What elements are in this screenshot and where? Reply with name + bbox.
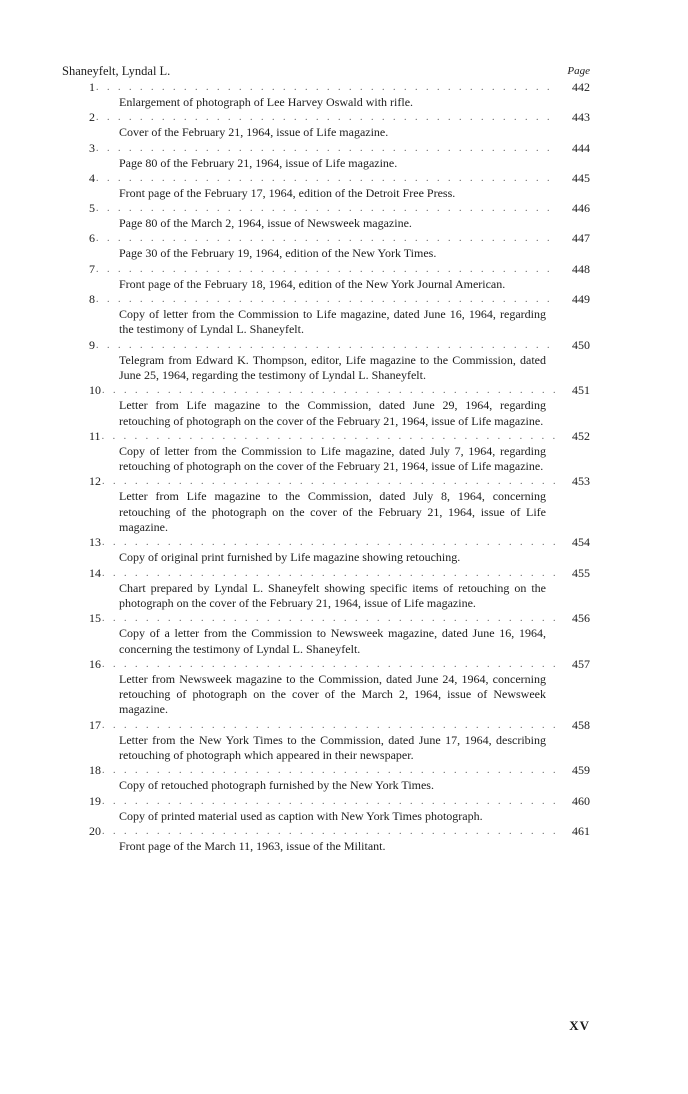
- exhibit-number: 3: [89, 140, 95, 155]
- exhibit-entry: [62, 824, 590, 854]
- exhibit-entry: [62, 231, 590, 261]
- exhibit-list: [62, 80, 590, 854]
- exhibit-entry-line: [62, 201, 590, 216]
- exhibit-entry: [62, 718, 590, 764]
- exhibit-entry: [62, 566, 590, 612]
- page-folio: XV: [569, 1018, 590, 1033]
- exhibit-page-number: 453: [572, 474, 590, 489]
- exhibit-page-number: 443: [572, 110, 590, 125]
- exhibit-number: 10: [89, 383, 101, 398]
- exhibit-description: Front page of the March 11, 1963, issue of the Militant.: [119, 838, 386, 853]
- exhibit-entry: [62, 474, 590, 535]
- dot-leader: [96, 80, 556, 95]
- exhibit-description: Telegram from Edward K. Thompson, editor, Life magazine to the Commission, dated June 25, 1964, regarding the testimony of Lyndal L. Shaneyfelt.: [119, 352, 546, 382]
- exhibit-description: Copy of a letter from the Commission to Newsweek magazine, dated June 16, 1964, concerning the testimony of Lyndal L. Shaneyfelt.: [119, 626, 546, 656]
- exhibit-entry: [62, 201, 590, 231]
- exhibit-page-number: 444: [572, 140, 590, 155]
- exhibit-entry-line: [62, 171, 590, 186]
- exhibit-description: Page 80 of the February 21, 1964, issue of Life magazine.: [119, 155, 398, 170]
- exhibit-description: Page 30 of the February 19, 1964, edition of the New York Times.: [119, 246, 437, 261]
- exhibit-page-number: 445: [572, 170, 590, 185]
- index-header: [62, 62, 590, 80]
- exhibit-number: 17: [89, 717, 101, 732]
- dot-leader: [96, 338, 556, 353]
- dot-leader: [96, 292, 556, 307]
- exhibit-page-number: 461: [572, 823, 590, 838]
- dot-leader: [102, 611, 556, 626]
- dot-leader: [96, 110, 556, 125]
- exhibit-entry: [62, 141, 590, 171]
- exhibit-entry: [62, 429, 590, 475]
- exhibit-entry: [62, 794, 590, 824]
- dot-leader: [102, 763, 556, 778]
- exhibit-description: Front page of the February 18, 1964, edition of the New York Journal American.: [119, 276, 506, 291]
- exhibit-number: 2: [89, 110, 95, 125]
- exhibit-page-number: 460: [572, 793, 590, 808]
- exhibit-number: 6: [89, 231, 95, 246]
- exhibit-entry: [62, 535, 590, 565]
- exhibit-entry-line: [62, 474, 590, 489]
- exhibit-page-number: 457: [572, 656, 590, 671]
- dot-leader: [96, 231, 556, 246]
- exhibit-entry: [62, 657, 590, 718]
- exhibit-number: 15: [89, 611, 101, 626]
- exhibit-entry-line: [62, 292, 590, 307]
- exhibit-number: 16: [89, 656, 101, 671]
- exhibit-page-number: 447: [572, 231, 590, 246]
- exhibit-entry-line: [62, 80, 590, 95]
- dot-leader: [102, 474, 556, 489]
- exhibit-page-number: 454: [572, 535, 590, 550]
- exhibit-description: Copy of original print furnished by Life magazine showing retouching.: [119, 550, 461, 565]
- exhibit-entry-line: [62, 718, 590, 733]
- exhibit-description: Page 80 of the March 2, 1964, issue of Newsweek magazine.: [119, 216, 412, 231]
- exhibit-entry-line: [62, 535, 590, 550]
- exhibit-page-number: 452: [572, 428, 590, 443]
- exhibit-entry: [62, 171, 590, 201]
- exhibit-number: 12: [89, 474, 101, 489]
- exhibit-description: Copy of letter from the Commission to Life magazine, dated July 7, 1964, regarding retouching of photograph on the cover of the February 21, 1964, issue of Life magazine.: [119, 443, 546, 474]
- exhibit-entry-line: [62, 824, 590, 839]
- exhibit-entry: [62, 338, 590, 384]
- exhibit-entry: [62, 110, 590, 140]
- witness-name: Shaneyfelt, Lyndal L.: [62, 64, 171, 78]
- dot-leader: [102, 657, 556, 672]
- page-column-label: Page: [567, 65, 590, 77]
- exhibit-entry-line: [62, 338, 590, 353]
- dot-leader: [102, 429, 556, 444]
- exhibit-entry-line: [62, 383, 590, 398]
- exhibit-entry-line: [62, 429, 590, 444]
- exhibit-page-number: 455: [572, 565, 590, 580]
- exhibit-entry: [62, 262, 590, 292]
- exhibit-entry: [62, 292, 590, 338]
- dot-leader: [102, 824, 556, 839]
- exhibit-number: 1: [89, 80, 95, 94]
- exhibit-page-number: 450: [572, 337, 590, 352]
- exhibit-number: 20: [89, 823, 101, 838]
- dot-leader: [102, 535, 556, 550]
- exhibit-description: Letter from Life magazine to the Commission, dated July 8, 1964, concerning retouching of the photograph on the cover of the February 21, 1964, issue of Life magazine.: [119, 489, 546, 535]
- dot-leader: [96, 141, 556, 156]
- exhibit-page-number: 459: [572, 763, 590, 778]
- dot-leader: [96, 262, 556, 277]
- exhibit-number: 13: [89, 535, 101, 550]
- dot-leader: [96, 171, 556, 186]
- exhibit-entry: [62, 763, 590, 793]
- exhibit-description: Cover of the February 21, 1964, issue of Life magazine.: [119, 125, 389, 140]
- exhibit-entry-line: [62, 763, 590, 778]
- exhibit-description: Copy of printed material used as caption with New York Times photograph.: [119, 808, 483, 823]
- dot-leader: [102, 383, 556, 398]
- dot-leader: [102, 794, 556, 809]
- exhibit-page-number: 449: [572, 292, 590, 307]
- exhibit-page-number: 451: [572, 383, 590, 398]
- exhibit-description: Letter from Life magazine to the Commission, dated June 29, 1964, regarding retouching of photograph on the cover of the February 21, 1964, issue of Life magazine.: [119, 398, 546, 428]
- exhibit-description: Chart prepared by Lyndal L. Shaneyfelt showing specific items of retouching on the photograph on the cover of the February 21, 1964, issue of Life magazine.: [119, 580, 546, 610]
- exhibit-entry-line: [62, 231, 590, 246]
- document-page: [62, 62, 590, 854]
- exhibit-description: Enlargement of photograph of Lee Harvey Oswald with rifle.: [119, 95, 414, 109]
- exhibit-description: Copy of retouched photograph furnished by the New York Times.: [119, 778, 434, 793]
- exhibit-entry-line: [62, 566, 590, 581]
- exhibit-number: 7: [89, 261, 95, 276]
- exhibit-description: Letter from the New York Times to the Commission, dated June 17, 1964, describing retouching of photograph which appeared in their newspaper.: [119, 732, 546, 763]
- dot-leader: [102, 566, 556, 581]
- exhibit-number: 19: [89, 793, 101, 808]
- exhibit-number: 5: [89, 201, 95, 216]
- exhibit-page-number: 446: [572, 201, 590, 216]
- exhibit-entry-line: [62, 110, 590, 125]
- exhibit-page-number: 456: [572, 611, 590, 626]
- exhibit-description: Copy of letter from the Commission to Life magazine, dated June 16, 1964, regarding the testimony of Lyndal L. Shaneyfelt.: [119, 307, 546, 337]
- exhibit-number: 4: [89, 170, 95, 185]
- exhibit-entry-line: [62, 611, 590, 626]
- exhibit-number: 9: [89, 337, 95, 352]
- exhibit-number: 14: [89, 565, 101, 580]
- exhibit-description: Front page of the February 17, 1964, edition of the Detroit Free Press.: [119, 185, 456, 200]
- exhibit-entry-line: [62, 141, 590, 156]
- exhibit-entry-line: [62, 657, 590, 672]
- exhibit-page-number: 448: [572, 261, 590, 276]
- exhibit-number: 11: [89, 428, 101, 443]
- exhibit-page-number: 442: [572, 80, 590, 94]
- exhibit-entry: [62, 383, 590, 429]
- dot-leader: [102, 718, 556, 733]
- exhibit-number: 8: [89, 292, 95, 307]
- exhibit-entry-line: [62, 794, 590, 809]
- dot-leader: [96, 201, 556, 216]
- exhibit-entry-line: [62, 262, 590, 277]
- exhibit-page-number: 458: [572, 717, 590, 732]
- exhibit-description: Letter from Newsweek magazine to the Commission, dated June 24, 1964, concerning retouching of photograph on the cover of the March 2, 1964, issue of Newsweek magazine.: [119, 671, 546, 717]
- exhibit-entry: [62, 611, 590, 657]
- exhibit-number: 18: [89, 763, 101, 778]
- exhibit-entry: [62, 80, 590, 110]
